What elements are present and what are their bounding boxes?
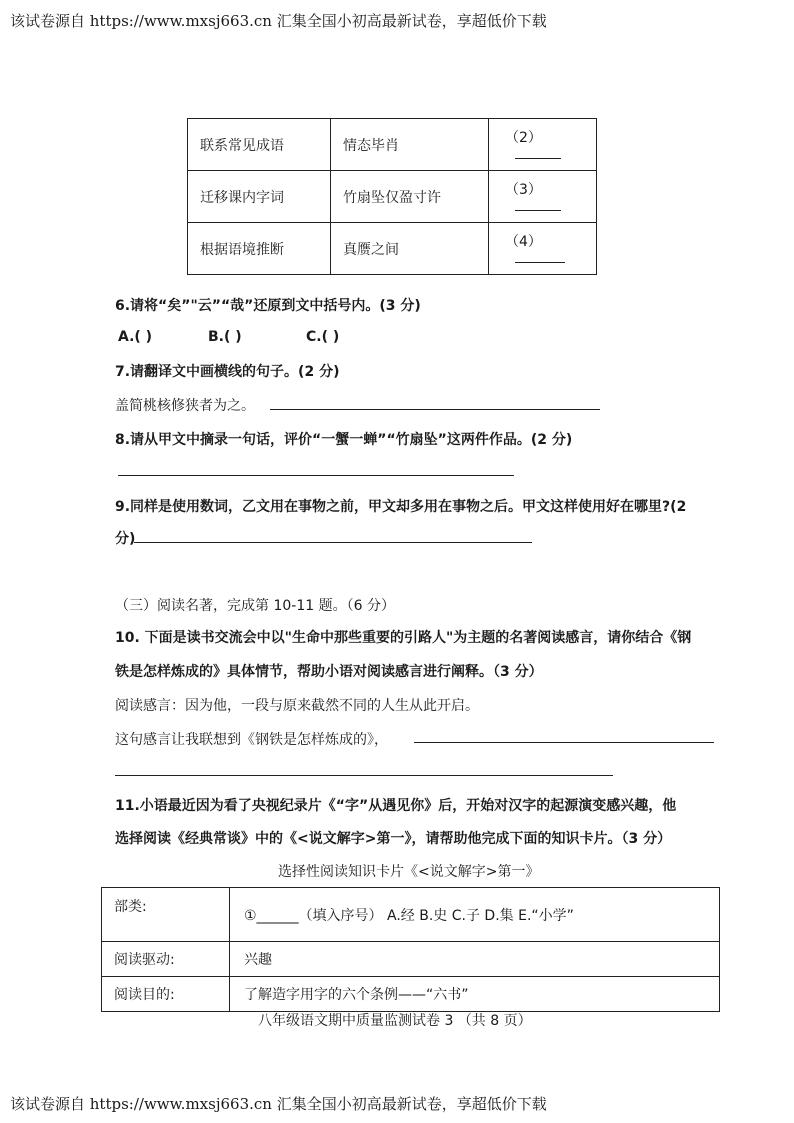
answer-number: （3） <box>505 181 542 198</box>
q6-option-c[interactable]: C.( ) <box>306 329 340 345</box>
question-10-line1: 10. 下面是读书交流会中以"生命中那些重要的引路人"为主题的名著阅读感言，请你结合《钢 <box>115 630 692 646</box>
answer-number: （4） <box>505 233 542 250</box>
q9-answer-line[interactable] <box>134 542 532 543</box>
table-row <box>102 942 720 977</box>
q10-reading-comment: 阅读感言：因为他，一段与原来截然不同的人生从此开启。 <box>115 698 479 714</box>
card-title: 选择性阅读知识卡片《<说文解字>第一》 <box>278 864 540 880</box>
source-footer: 该试卷源自 https://www.mxsj663.cn 汇集全国小初高最新试卷，享超低价下载 <box>10 1095 547 1113</box>
question-7: 7.请翻译文中画横线的句子。(2 分) <box>115 364 340 380</box>
question-10-line2: 铁是怎样炼成的》具体情节，帮助小语对阅读感言进行阐释。（3 分） <box>115 664 543 680</box>
table-row <box>102 888 720 942</box>
table-row <box>102 977 720 1012</box>
source-header: 该试卷源自 https://www.mxsj663.cn 汇集全国小初高最新试卷，享超低价下载 <box>10 12 547 30</box>
answer-blank[interactable] <box>515 158 561 159</box>
page-footer: 八年级语文期中质量监测试卷 3 （共 8 页） <box>258 1013 532 1029</box>
method-cell: 联系常见成语 <box>188 119 331 171</box>
answer-number: （2） <box>505 129 542 146</box>
q10-association-prompt: 这句感言让我联想到《钢铁是怎样炼成的》， <box>115 732 388 748</box>
q7-answer-line[interactable] <box>270 409 600 410</box>
question-11-line1: 11.小语最近因为看了央视纪录片《“字”从遇见你》后，开始对汉字的起源演变感兴趣，他 <box>115 798 677 814</box>
table-row <box>188 223 597 275</box>
question-11-line2: 选择阅读《经典常谈》中的《<说文解字>第一》，请帮助他完成下面的知识卡片。（3 分） <box>115 831 672 847</box>
word-explanation-table <box>187 118 597 275</box>
answer-cell <box>489 171 597 223</box>
q10-answer-line-2[interactable] <box>115 775 613 776</box>
card-value: 了解造字用字的六个条例——“六书” <box>230 977 720 1012</box>
q6-option-a[interactable]: A.( ) <box>118 329 153 345</box>
answer-blank[interactable] <box>515 262 565 263</box>
question-9-line2: 分) <box>115 531 136 547</box>
answer-blank[interactable] <box>515 210 561 211</box>
method-cell: 根据语境推断 <box>188 223 331 275</box>
q6-option-b[interactable]: B.( ) <box>208 329 242 345</box>
table-row <box>188 171 597 223</box>
table-row <box>188 119 597 171</box>
knowledge-card-table <box>101 887 720 1012</box>
question-8: 8.请从甲文中摘录一句话，评价“一蟹一蝉”“竹扇坠”这两件作品。(2 分) <box>115 432 573 448</box>
section-3-heading: （三）阅读名著，完成第 10-11 题。（6 分） <box>115 598 395 614</box>
method-cell: 迁移课内字词 <box>188 171 331 223</box>
question-9-line1: 9.同样是使用数词，乙文用在事物之前，甲文却多用在事物之后。甲文这样使用好在哪里?(2 <box>115 499 687 515</box>
q10-answer-line-1[interactable] <box>414 742 714 743</box>
card-label: 阅读驱动: <box>102 942 230 977</box>
phrase-cell: 真赝之间 <box>331 223 489 275</box>
answer-cell <box>489 223 597 275</box>
phrase-cell: 情态毕肖 <box>331 119 489 171</box>
card-label: 部类: <box>102 888 230 942</box>
card-label: 阅读目的: <box>102 977 230 1012</box>
answer-cell <box>489 119 597 171</box>
card-value[interactable]: ①______（填入序号） A.经 B.史 C.子 D.集 E.“小学” <box>230 888 720 942</box>
card-value: 兴趣 <box>230 942 720 977</box>
q8-answer-line[interactable] <box>118 475 514 476</box>
question-6: 6.请将“矣”"云”“哉”还原到文中括号内。(3 分) <box>115 298 421 314</box>
q7-sentence: 盖简桃核修狭者为之。 <box>115 398 255 414</box>
phrase-cell: 竹扇坠仅盈寸许 <box>331 171 489 223</box>
